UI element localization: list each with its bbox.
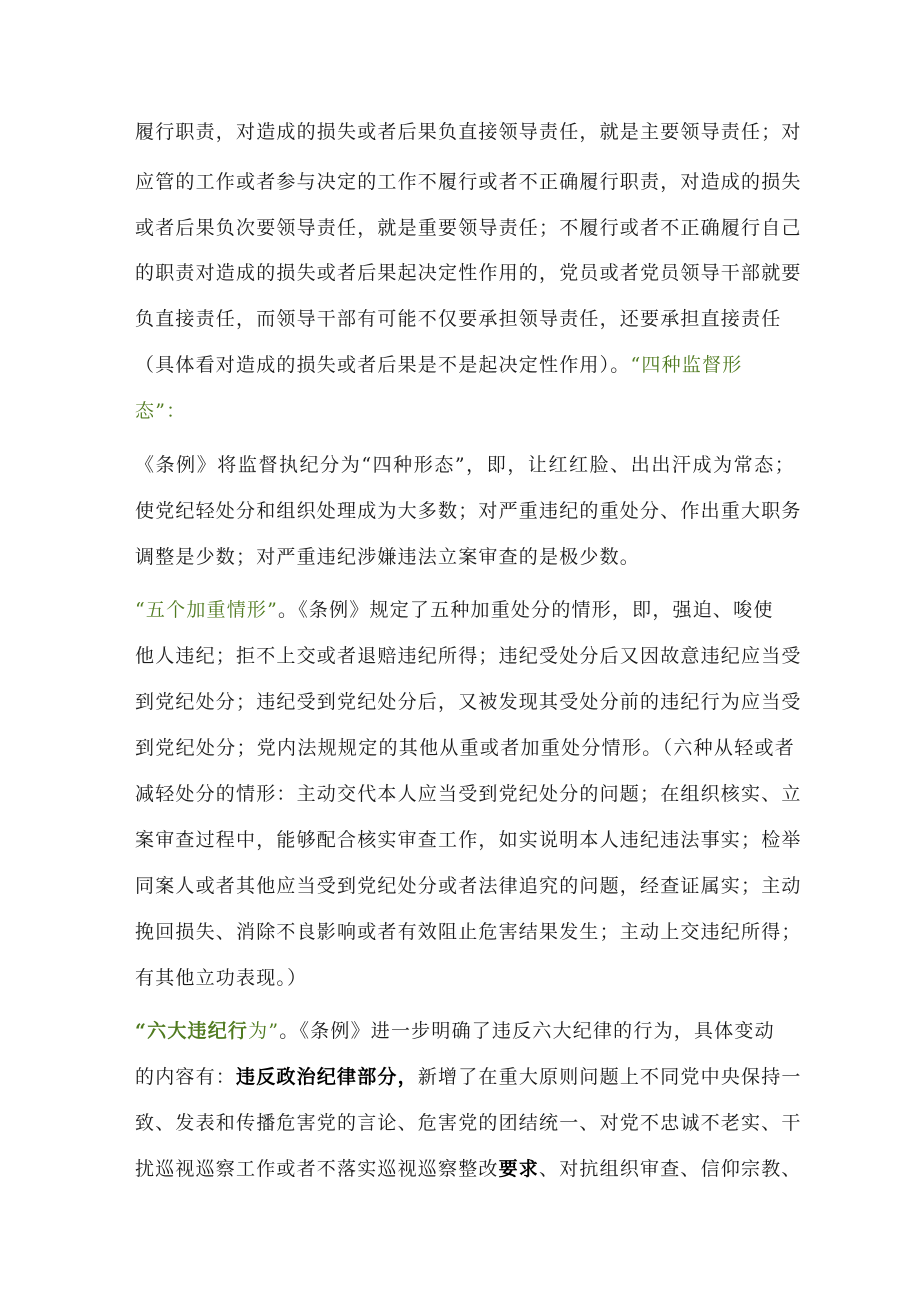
text-line: 调整是少数；对严重违纪涉嫌违法立案审查的是极少数。 [135,546,641,568]
text-line: 减轻处分的情形：主动交代本人应当受到党纪处分的问题；在组织核实、立 [135,783,802,805]
text-segment: 扰巡视巡察工作或者不落实巡视巡察整改 [135,1158,499,1180]
text-line: 案审查过程中，能够配合核实审查工作，如实说明本人违纪违法事实；检举 [135,829,802,851]
text-segment: （具体看对造成的损失或者后果是不是起决定性作用）。 [135,354,631,376]
bold-requirement: 要求 [498,1158,540,1180]
text-line: 同案人或者其他应当受到党纪处分或者法律追究的问题，经查证属实；主动 [135,875,802,897]
text-segment: 新增了在重大原则问题上不同党中央保持一 [417,1066,802,1088]
text-line: 挽回损失、消除不良影响或者有效阻止危害结果发生；主动上交违纪所得； [135,921,802,943]
bold-political-discipline: 违反政治纪律部分， [236,1066,418,1088]
text-line: 他人违纪；拒不上交或者退赔违纪所得；违纪受处分后又因故意违纪应当受 [135,645,802,667]
heading-six-violations-part2: 为” [248,1020,280,1042]
text-line: 到党纪处分；违纪受到党纪处分后，又被发现其受处分前的违纪行为应当受 [135,691,802,713]
heading-four-forms-part2: 态”： [135,400,187,422]
text-line: 致、发表和传播危害党的言论、危害党的团结统一、对党不忠诚不老实、干 [135,1112,802,1134]
text-line: 有其他立功表现。） [135,967,308,989]
text-line [135,1063,802,1091]
text-line: 或者后果负次要领导责任，就是重要领导责任；不履行或者不正确履行自己 [135,217,802,239]
text-line: 履行职责，对造成的损失或者后果负直接领导责任，就是主要领导责任；对 [135,121,802,143]
heading-four-forms-part1: “四种监督形 [630,354,743,376]
text-segment: 的内容有： [135,1066,237,1088]
heading-six-violations-part1: “六大违纪行 [135,1020,249,1042]
text-line [135,1155,802,1183]
text-line [135,1017,795,1045]
text-line: 应管的工作或者参与决定的工作不履行或者不正确履行职责，对造成的损失 [135,171,802,193]
text-line: 负直接责任，而领导干部有可能不仅要承担领导责任，还要承担直接责任 [135,308,782,330]
text-line [135,596,795,624]
text-line: 到党纪处分；党内法规规定的其他从重或者加重处分情形。（六种从轻或者 [135,737,795,759]
text-segment: 、对抗组织审查、信仰宗教、 [539,1158,802,1180]
text-line [135,351,795,379]
text-line: 使党纪轻处分和组织处理成为大多数；对严重违纪的重处分、作出重大职务 [135,500,802,522]
text-segment: 。《条例》进一步明确了违反六大纪律的行为，具体变动 [279,1020,775,1042]
text-line: 《条例》将监督执纪分为“四种形态”，即，让红红脸、出出汗成为常态； [135,454,795,476]
heading-five-aggravating: “五个加重情形” [135,599,279,621]
text-line: 的职责对造成的损失或者后果起决定性作用的，党员或者党员领导干部就要 [135,262,802,284]
text-segment: 。《条例》规定了五种加重处分的情形，即，强迫、唆使 [278,599,774,621]
